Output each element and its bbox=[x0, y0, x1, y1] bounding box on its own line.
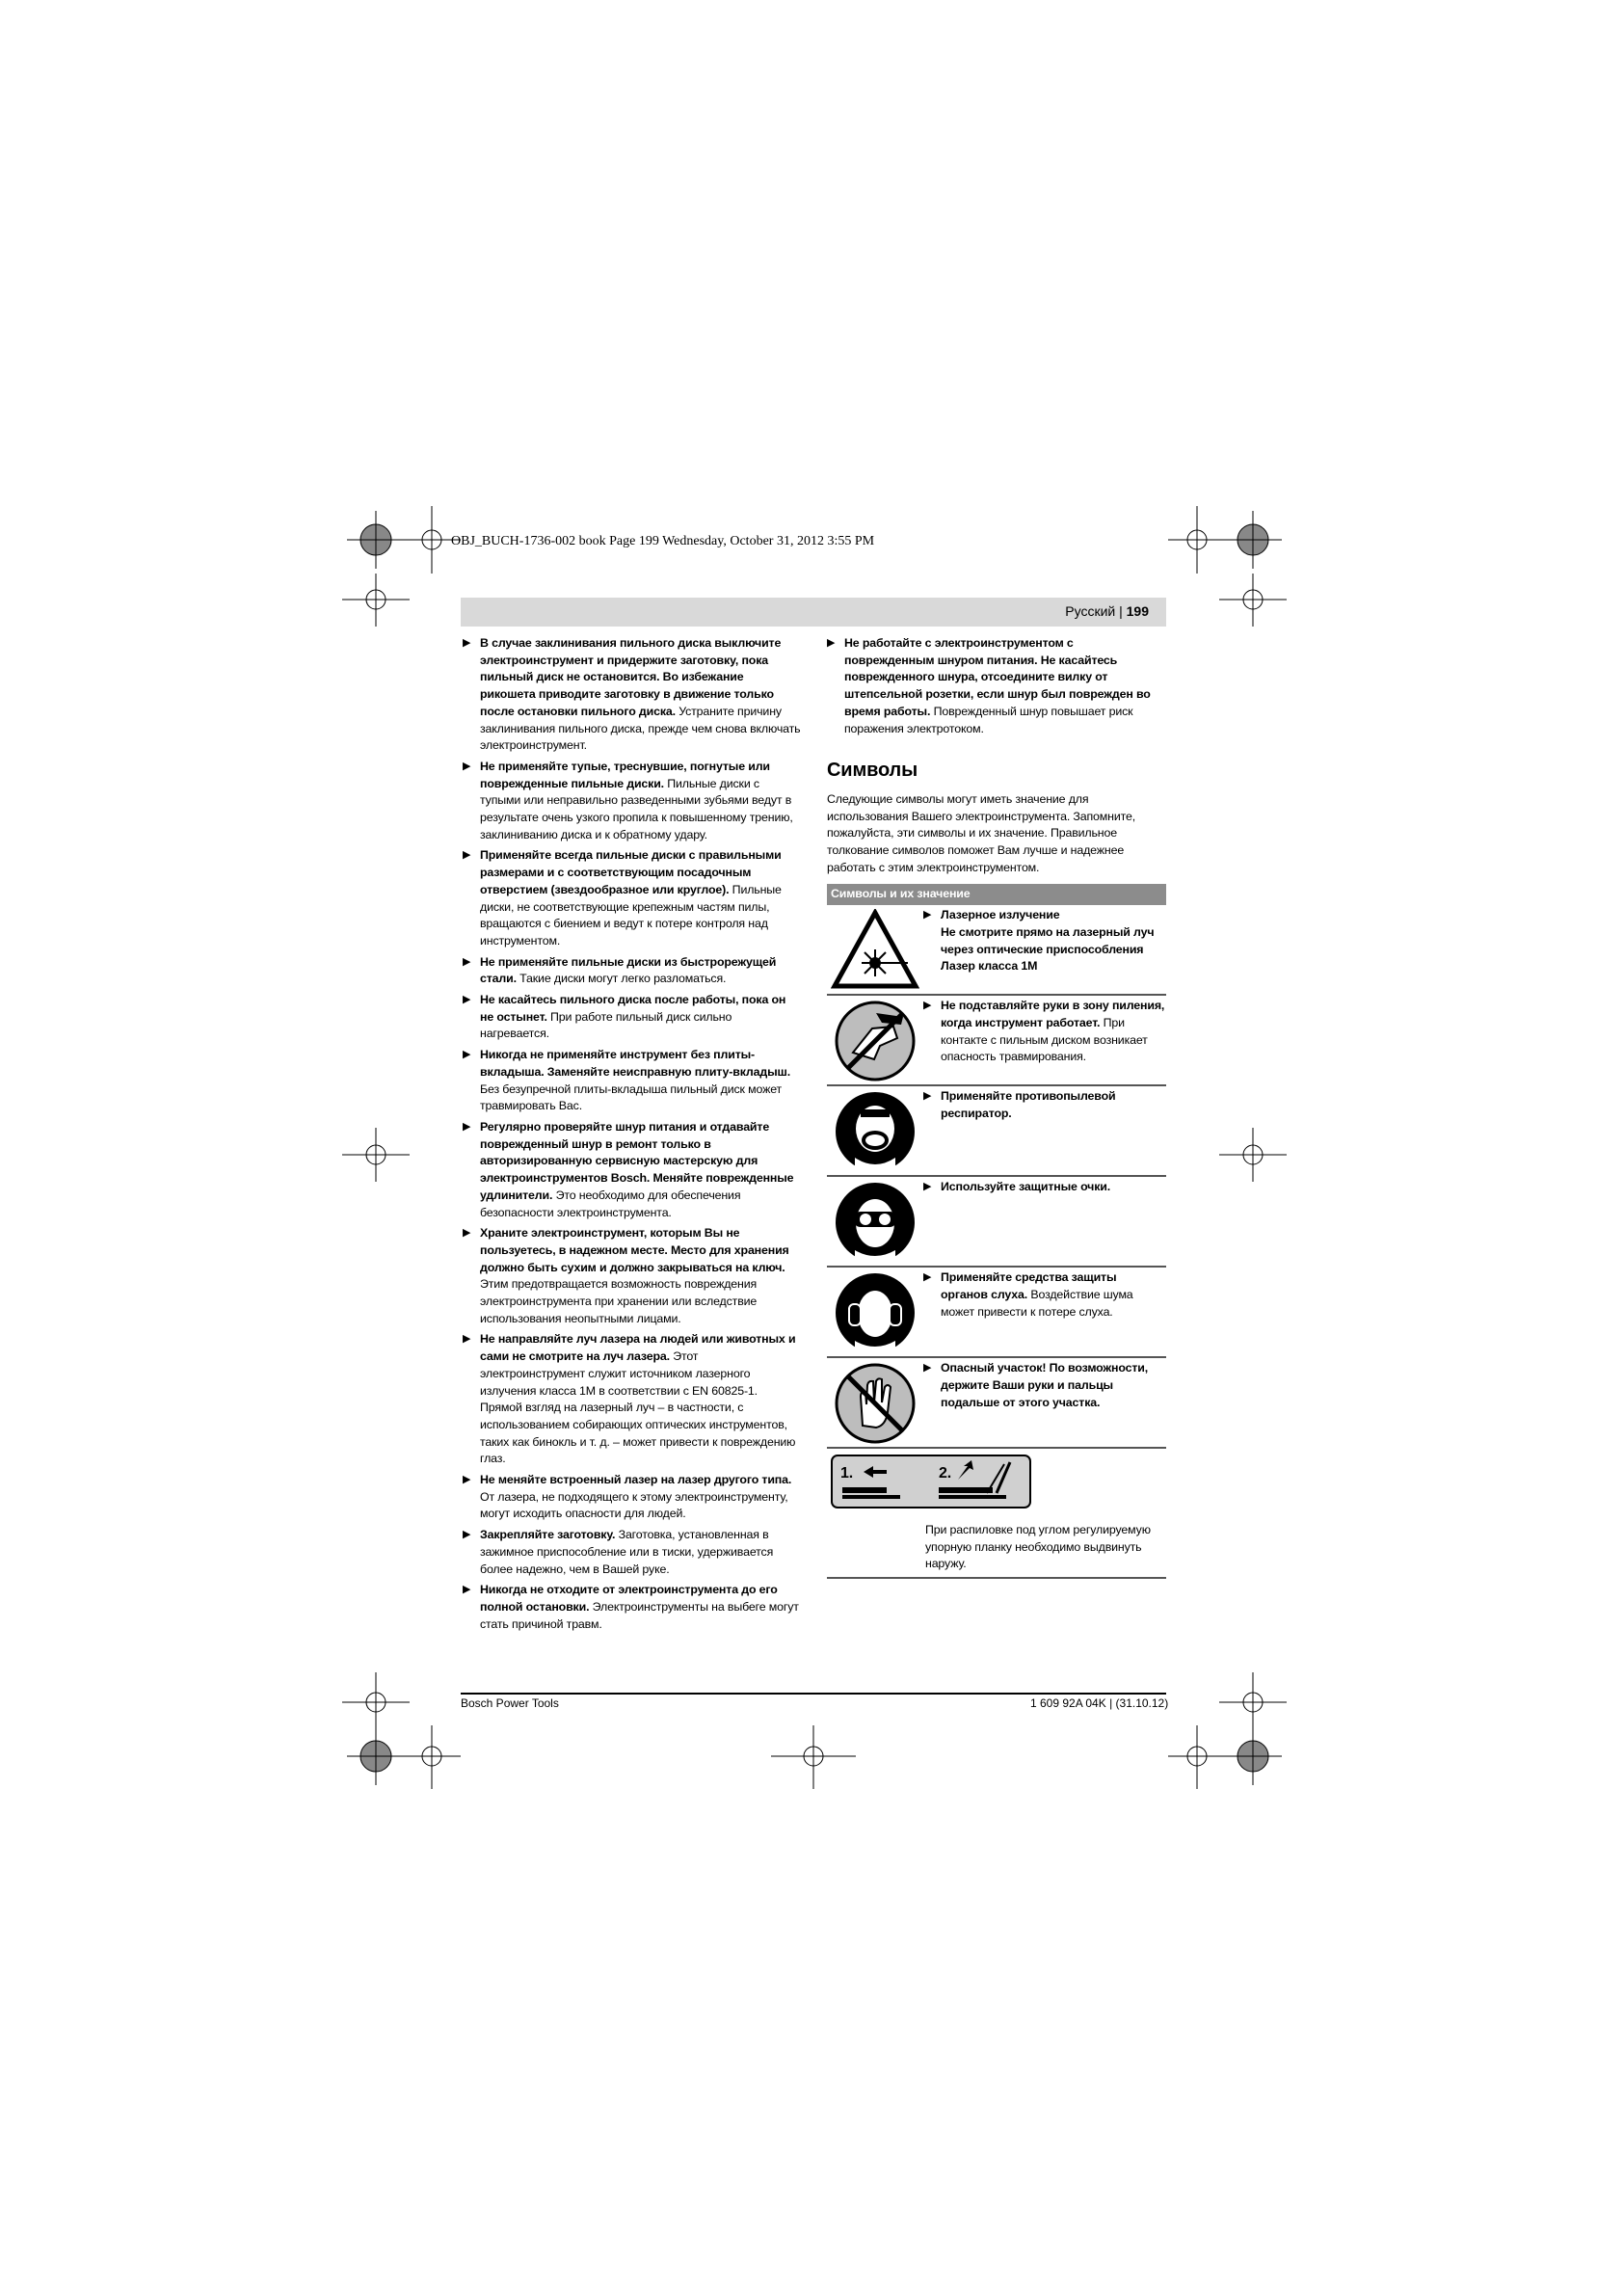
fence-caption: При распиловке под углом регулируемую упорную планку необходимо выдвинуть наружу. bbox=[827, 1518, 1166, 1579]
symbol-bold: Применяйте противопылевой респиратор. bbox=[941, 1089, 1116, 1120]
item-text: Пильные диски с тупыми или неправильно разведенными зубьями ведут в результате очень узкого пропила к повышенному трению, заклиниванию диска и к обратному удару. bbox=[480, 776, 793, 841]
bullet-arrow-icon: ▶ bbox=[463, 637, 471, 649]
symbol-row bbox=[827, 1268, 1166, 1358]
fence-step-2: 2. bbox=[939, 1465, 952, 1482]
symbol-bold: Опасный участок! По возможности, держите Ваши руки и пальцы подальше от этого участка. bbox=[941, 1361, 1149, 1409]
safety-item bbox=[463, 1047, 802, 1115]
item-bold: Не касайтесь пильного диска после работы, пока он не остынет. bbox=[480, 993, 786, 1024]
symbol-bold: Не подставляйте руки в зону пиления, когда инструмент работает. bbox=[941, 999, 1165, 1029]
safety-item bbox=[463, 1225, 802, 1327]
bullet-arrow-icon: ▶ bbox=[923, 1271, 932, 1284]
ear-protection-icon bbox=[827, 1268, 923, 1356]
bullet-arrow-icon: ▶ bbox=[463, 1474, 471, 1486]
safety-item bbox=[463, 1582, 802, 1633]
symbol-bold: Лазерное излучение Не смотрите прямо на лазерный луч через оптические приспособления Лазер класса 1M bbox=[941, 908, 1155, 974]
bullet-arrow-icon: ▶ bbox=[463, 994, 471, 1006]
fence-step-1: 1. bbox=[840, 1465, 854, 1482]
symbol-row bbox=[827, 1177, 1166, 1268]
bullet-arrow-icon: ▶ bbox=[463, 1333, 471, 1346]
item-text: Без безупречной плиты-вкладыша пильный диск может травмировать Вас. bbox=[480, 1081, 783, 1113]
symbol-text bbox=[923, 1358, 1166, 1447]
footer-brand: Bosch Power Tools bbox=[461, 1696, 559, 1710]
item-text: При работе пильный диск сильно нагревается. bbox=[480, 1009, 732, 1041]
safety-item bbox=[463, 954, 802, 988]
bullet-arrow-icon: ▶ bbox=[463, 1049, 471, 1061]
safety-item bbox=[463, 759, 802, 844]
symbol-row bbox=[827, 1358, 1166, 1449]
item-bold: Не меняйте встроенный лазер на лазер другого типа. bbox=[480, 1473, 792, 1487]
section-title: Символы bbox=[827, 760, 918, 782]
bullet-arrow-icon: ▶ bbox=[923, 909, 932, 921]
item-bold: Не применяйте тупые, треснувшие, погнутые или поврежденные пильные диски. bbox=[480, 759, 770, 790]
footer-doc-number: 1 609 92A 04K | (31.10.12) bbox=[1030, 1696, 1169, 1710]
bullet-arrow-icon: ▶ bbox=[463, 1529, 471, 1541]
left-column bbox=[463, 635, 802, 1637]
item-text: Заготовка, установленная в зажимное приспособление или в тиски, удерживается более надежно, чем в Вашей руке. bbox=[480, 1528, 774, 1576]
symbol-row bbox=[827, 1086, 1166, 1177]
item-bold: Регулярно проверяйте шнур питания и отдавайте поврежденный шнур в ремонт только в авторизированную сервисную мастерскую для электроинструментов Bosch. Меняйте поврежденные удлинители. bbox=[480, 1119, 794, 1202]
item-bold: Не работайте с электроинструментом с поврежденным шнуром питания. Не касайтесь поврежденного шнура, отсоедините вилку от штепсельной розетки, если шнур был поврежден во время работы. bbox=[844, 636, 1151, 718]
bullet-arrow-icon: ▶ bbox=[923, 1181, 932, 1193]
item-bold: Закрепляйте заготовку. bbox=[480, 1528, 616, 1542]
item-bold: Храните электроинструмент, которым Вы не пользуетесь, в надежном месте. Место для хранения должно быть сухим и должно закрываться на ключ. bbox=[480, 1226, 789, 1274]
item-text: Поврежденный шнур повышает риск поражения электротоком. bbox=[844, 704, 1133, 735]
safety-goggles-icon bbox=[827, 1177, 923, 1266]
safety-item bbox=[463, 635, 802, 755]
page-number: 199 bbox=[1126, 603, 1149, 619]
item-text: Электроинструменты на выбеге могут стать причиной травм. bbox=[480, 1599, 799, 1631]
safety-item bbox=[463, 847, 802, 949]
keep-hands-away-icon bbox=[827, 1358, 923, 1447]
bullet-arrow-icon: ▶ bbox=[463, 1584, 471, 1596]
safety-item bbox=[463, 1472, 802, 1523]
symbol-text bbox=[923, 1177, 1166, 1266]
symbol-row bbox=[827, 996, 1166, 1086]
symbol-text bbox=[923, 996, 1166, 1084]
item-text: Этот электроинструмент служит источником лазерного излучения класса 1M в соответствии с EN 60825-1. Прямой взгляд на лазерный луч – в частности, с использованием собирающих оптических инструментов, таких как бинокль и т. д. – может привести к повреждению глаз. bbox=[480, 1349, 796, 1466]
symbol-bold: Применяйте средства защиты органов слуха. bbox=[941, 1270, 1117, 1301]
item-bold: Не применяйте пильные диски из быстрорежущей стали. bbox=[480, 954, 777, 986]
bullet-arrow-icon: ▶ bbox=[463, 1227, 471, 1240]
item-bold: Никогда не отходите от электроинструмента до его полной остановки. bbox=[480, 1583, 778, 1614]
symbol-text bbox=[923, 905, 1166, 994]
item-text: От лазера, не подходящего к этому электроинструменту, могут исходить опасности для людей. bbox=[480, 1489, 788, 1521]
symbol-text bbox=[923, 1086, 1166, 1175]
laser-warning-icon bbox=[827, 905, 923, 994]
item-text: Это необходимо для обеспечения безопасности электроинструмента. bbox=[480, 1188, 741, 1219]
item-bold: Применяйте всегда пильные диски с правильными размерами и с соответствующим посадочным отверстием (звездообразное или круглое). bbox=[480, 848, 782, 896]
symbol-text-plain: Воздействие шума может привести к потере слуха. bbox=[941, 1287, 1133, 1319]
safety-item bbox=[827, 635, 1166, 737]
bullet-arrow-icon: ▶ bbox=[463, 849, 471, 862]
item-text: Пильные диски, не соответствующие крепежным частям пилы, вращаются с биением и ведут к потере контроля над инструментом. bbox=[480, 882, 782, 948]
safety-item bbox=[463, 1527, 802, 1578]
item-text: Устраните причину заклинивания пильного диска, прежде чем снова включать электроинструмент. bbox=[480, 704, 801, 753]
dust-mask-icon bbox=[827, 1086, 923, 1175]
symbol-text-plain: При контакте с пильным диском возникает опасность травмирования. bbox=[941, 1015, 1148, 1064]
bullet-arrow-icon: ▶ bbox=[463, 760, 471, 772]
header-separator: | bbox=[1119, 603, 1123, 619]
bullet-arrow-icon: ▶ bbox=[827, 637, 836, 649]
symbol-row bbox=[827, 905, 1166, 996]
fence-extend-icon bbox=[827, 1449, 1166, 1518]
no-hands-blade-icon bbox=[827, 996, 923, 1084]
footer-rule bbox=[461, 1693, 1166, 1695]
safety-item bbox=[463, 1331, 802, 1468]
symbols-table-header: Символы и их значение bbox=[827, 884, 1166, 905]
bullet-arrow-icon: ▶ bbox=[923, 1000, 932, 1012]
bullet-arrow-icon: ▶ bbox=[463, 1120, 471, 1133]
symbol-text bbox=[923, 1268, 1166, 1356]
running-header bbox=[461, 598, 1166, 627]
item-text: Этим предотвращается возможность повреждения электроинструмента при хранении или вследствие использования неопытными лицами. bbox=[480, 1277, 758, 1325]
print-header: OBJ_BUCH-1736-002 book Page 199 Wednesday, October 31, 2012 3:55 PM bbox=[451, 534, 875, 548]
item-bold: В случае заклинивания пильного диска выключите электроинструмент и придержите заготовку, пока пильный диск не остановится. Во избежание рикошета приводите заготовку в движение только после остановки пильного диска. bbox=[480, 636, 782, 718]
item-bold: Не направляйте луч лазера на людей или животных и сами не смотрите на луч лазера. bbox=[480, 1332, 796, 1364]
safety-item bbox=[463, 1119, 802, 1221]
bullet-arrow-icon: ▶ bbox=[463, 955, 471, 968]
bullet-arrow-icon: ▶ bbox=[923, 1362, 932, 1375]
symbol-bold: Используйте защитные очки. bbox=[941, 1180, 1111, 1194]
item-text: Такие диски могут легко разломаться. bbox=[516, 972, 727, 986]
right-column bbox=[827, 635, 1166, 1579]
header-language: Русский bbox=[1065, 603, 1116, 619]
symbols-intro: Следующие символы могут иметь значение для использования Вашего электроинструмента. Запомните, пожалуйста, эти символы и их значение. Правильное толкование символов поможет Вам лучше и надежнее работать с этим электроинструментом. bbox=[827, 791, 1136, 874]
item-bold: Никогда не применяйте инструмент без плиты-вкладыша. Заменяйте неисправную плиту-вкладыш. bbox=[480, 1048, 790, 1079]
page-header-text bbox=[1065, 603, 1149, 619]
bullet-arrow-icon: ▶ bbox=[923, 1090, 932, 1103]
safety-item bbox=[463, 992, 802, 1043]
